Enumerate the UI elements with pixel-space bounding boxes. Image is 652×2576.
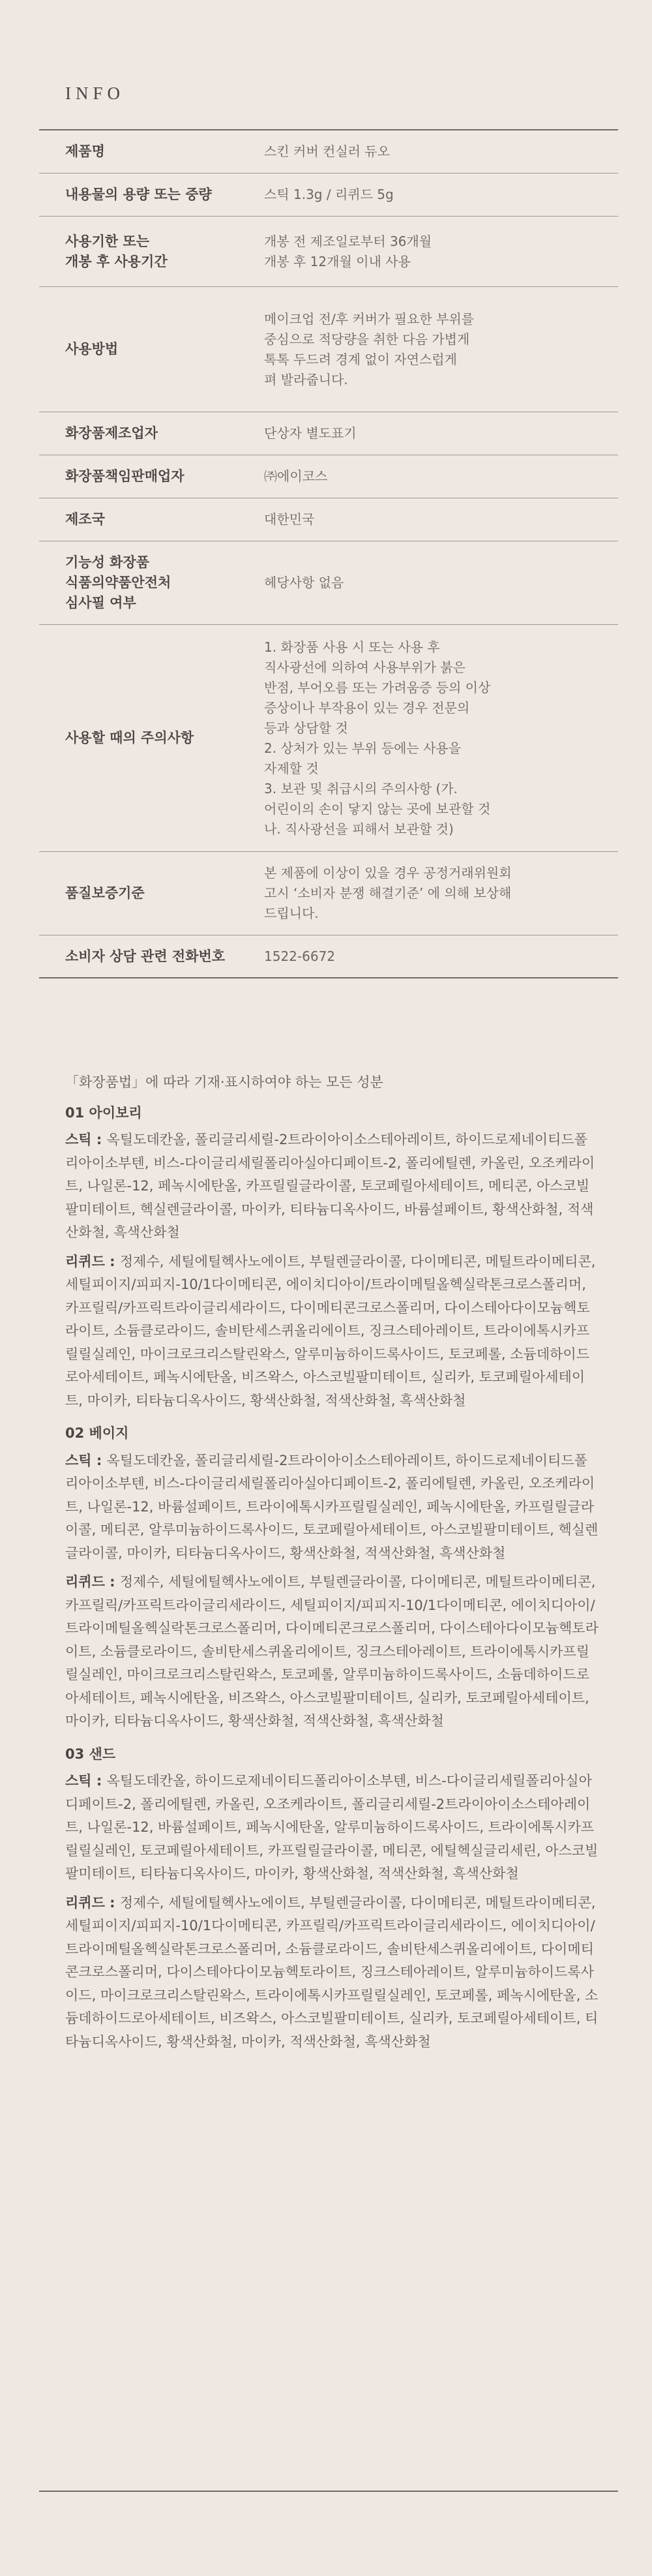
liquid-ingredients-text: 정제수, 세틸에틸헥사노에이트, 부틸렌글라이콜, 다이메티콘, 메틸트라이메티콘, 카프릴릭/카프릭트라이글리세라이드, 세틸피이지/피피지-10/1다이메티콘, 에이치디아이/트라이메틸올헥실락톤크로스폴리머, 다이메티콘크로스폴리머, 다이스테아다이모늄헥토라이트, 소듐클로라이드, 솔비탄세스퀴올리에이트, 징크스테아레이트, 트라이에톡시카프릴릴실레인, 마이크로크리스탈린왁스, 토코페롤, 알루미늄하이드록사이드, 소듐데하이드로아세테이트, 페녹시에탄올, 비즈왁스, 아스코빌팔미테이트, 실리카, 토코페릴아세테이트, 마이카, 티타늄디옥사이드, 황색산화철, 적색산화철, 흑색산화철 — [65, 1574, 599, 1729]
ingredients-intro: 「화장품법」에 따라 기재·표시하여야 하는 모든 성분 — [65, 1074, 383, 1090]
spec-value: ㈜에이코스 — [264, 468, 328, 484]
shade-name: 02 베이지 — [65, 1425, 129, 1441]
shade-group — [65, 1102, 600, 1413]
liquid-ingredients-label: 리퀴드 : — [65, 1894, 120, 1911]
spec-row — [39, 130, 618, 174]
spec-row — [39, 455, 618, 498]
spec-value: 스틱 1.3g / 리퀴드 5g — [264, 187, 394, 202]
stick-ingredients-text: 옥틸도데칸올, 하이드로제네이티드폴리아이소부텐, 비스-다이글리세릴폴리아실아디페이트-2, 폴리에틸렌, 카올린, 오조케라이트, 폴리글리세릴-2트라이아이소스테아레이트, 나일론-12, 바륨설페이트, 페녹시에탄올, 알루미늄하이드록사이드, 트라이에톡시카프릴릴실레인, 토코페릴아세테이트, 카프릴릴글라이콜, 메티콘, 에틸헥실글리세린, 아스코빌팔미테이트, 티타늄디옥사이드, 마이카, 황색산화철, 적색산화철, 흑색산화철 — [65, 1773, 599, 1881]
spec-label: 소비자 상담 관련 전화번호 — [65, 948, 226, 964]
stick-ingredients — [65, 1129, 600, 1245]
spec-row — [39, 625, 618, 852]
liquid-ingredients-label: 리퀴드 : — [65, 1574, 120, 1590]
spec-label: 화장품책임판매업자 — [65, 468, 185, 484]
shade-name: 01 아이보리 — [65, 1104, 142, 1121]
spec-label: 제품명 — [65, 144, 105, 159]
spec-value: 1522-6672 — [264, 948, 336, 964]
spec-label: 사용방법 — [65, 341, 119, 357]
liquid-ingredients — [65, 1892, 600, 2054]
bottom-divider — [39, 2491, 618, 2492]
shade-group — [65, 1422, 600, 1733]
liquid-ingredients-text: 정제수, 세틸에틸헥사노에이트, 부틸렌글라이콜, 다이메티콘, 메틸트라이메티콘, 세틸피이지/피피지-10/1다이메티콘, 에이치디아이/트라이메틸올헥실락톤크로스폴리머, 카프릴릭/카프릭트라이글리세라이드, 다이메티콘크로스폴리머, 다이스테아다이모늄헥토라이트, 소듐클로라이드, 솔비탄세스퀴올리에이트, 징크스테아레이트, 트라이에톡시카프릴릴실레인, 마이크로크리스탈린왁스, 알루미늄하이드록사이드, 토코페롤, 소듐데하이드로아세테이트, 페녹시에탄올, 비즈왁스, 아스코빌팔미테이트, 실리카, 토코페릴아세테이트, 마이카, 티타늄디옥사이드, 황색산화철, 적색산화철, 흑색산화철 — [65, 1253, 596, 1408]
stick-ingredients — [65, 1449, 600, 1566]
spec-value: 본 제품에 이상이 있을 경우 공정거래위원회 고시 ‘소비자 분쟁 해결기준’ 에 의해 보상해 드립니다. — [264, 865, 512, 921]
liquid-ingredients — [65, 1571, 600, 1733]
spec-row — [39, 412, 618, 455]
spec-label: 사용기한 또는 개봉 후 사용기간 — [65, 233, 168, 269]
shade-name: 03 샌드 — [65, 1746, 116, 1762]
spec-label: 기능성 화장품 식품의약품안전처 심사필 여부 — [65, 554, 171, 611]
spec-row — [39, 498, 618, 541]
spec-row — [39, 852, 618, 935]
stick-ingredients-text: 옥틸도데칸올, 폴리글리세릴-2트라이아이소스테아레이트, 하이드로제네이티드폴리아이소부텐, 비스-다이글리세릴폴리아실아디페이트-2, 폴리에틸렌, 카올린, 오조케라이트, 나일론-12, 바륨설페이트, 트라이에톡시카프릴릴실레인, 페녹시에탄올, 카프릴릴글라이콜, 메티콘, 알루미늄하이드록사이드, 토코페릴아세테이트, 아스코빌팔미테이트, 헥실렌글라이콜, 마이카, 티타늄디옥사이드, 황색산화철, 적색산화철, 흑색산화철 — [65, 1452, 599, 1561]
product-spec-table — [39, 129, 618, 978]
spec-label: 내용물의 용량 또는 중량 — [65, 187, 212, 202]
spec-value: 단상자 별도표기 — [264, 425, 357, 441]
stick-ingredients — [65, 1770, 600, 1886]
spec-row — [39, 541, 618, 625]
spec-label: 화장품제조업자 — [65, 425, 158, 441]
spec-value: 1. 화장품 사용 시 또는 사용 후 직사광선에 의하여 사용부위가 붉은 반점, 부어오름 또는 가려움증 등의 이상 증상이나 부작용이 있는 경우 전문의 등과 상담할 것 2. 상처가 있는 부위 등에는 사용을 자제할 것 3. 보관 및 취급시의 주의사항 (가. 어린이의 손이 닿지 않는 곳에 보관할 것 나. 직사광선을 피해서 보관할 것) — [264, 639, 491, 837]
stick-ingredients-label: 스틱 : — [65, 1132, 107, 1147]
spec-row — [39, 217, 618, 287]
spec-row — [39, 287, 618, 412]
liquid-ingredients-label: 리퀴드 : — [65, 1253, 120, 1269]
stick-ingredients-text: 옥틸도데칸올, 폴리글리세릴-2트라이아이소스테아레이트, 하이드로제네이티드폴리아이소부텐, 비스-다이글리세릴폴리아실아디페이트-2, 폴리에틸렌, 카올린, 오조케라이트, 나일론-12, 페녹시에탄올, 카프릴릴글라이콜, 토코페릴아세테이트, 메티콘, 아스코빌팔미테이트, 헥실렌글라이콜, 마이카, 티타늄디옥사이드, 바륨설페이트, 황색산화철, 적색산화철, 흑색산화철 — [65, 1132, 595, 1240]
ingredients-section — [65, 1071, 600, 2063]
liquid-ingredients — [65, 1250, 600, 1413]
spec-row — [39, 174, 618, 217]
spec-value: 개봉 전 제조일로부터 36개월 개봉 후 12개월 이내 사용 — [264, 233, 432, 269]
spec-value: 헤당사항 없음 — [264, 575, 344, 590]
shade-list — [65, 1102, 600, 2054]
stick-ingredients-label: 스틱 : — [65, 1452, 107, 1468]
spec-value: 대한민국 — [264, 511, 315, 527]
shade-group — [65, 1743, 600, 2054]
spec-label: 사용할 때의 주의사항 — [65, 730, 194, 746]
info-title: INFO — [65, 83, 125, 103]
spec-label: 제조국 — [65, 511, 105, 527]
spec-value: 스킨 커버 컨실러 듀오 — [264, 144, 390, 159]
spec-label: 품질보증기준 — [65, 885, 145, 901]
stick-ingredients-label: 스틱 : — [65, 1773, 107, 1789]
spec-row — [39, 935, 618, 978]
spec-value: 메이크업 전/후 커버가 필요한 부위를 중심으로 적당량을 취한 다음 가볍게 톡톡 두드려 경계 없이 자연스럽게 펴 발라줍니다. — [264, 311, 474, 387]
liquid-ingredients-text: 정제수, 세틸에틸헥사노에이트, 부틸렌글라이콜, 다이메티콘, 메틸트라이메티콘, 세틸피이지/피피지-10/1다이메티콘, 카프릴릭/카프릭트라이글리세라이드, 에이치디아이/트라이메틸올헥실락톤크로스폴리머, 소듐클로라이드, 솔비탄세스퀴올리에이트, 다이메티콘크로스폴리머, 다이스테아다이모늄헥토라이트, 징크스테아레이트, 알루미늄하이드록사이드, 마이크로크리스탈린왁스, 트라이에톡시카프릴릴실레인, 토코페롤, 페녹시에탄올, 소듐데하이드로아세테이트, 비즈왁스, 아스코빌팔미테이트, 실리카, 토코페릴아세테이트, 티타늄디옥사이드, 황색산화철, 마이카, 적색산화철, 흑색산화철 — [65, 1894, 599, 2050]
